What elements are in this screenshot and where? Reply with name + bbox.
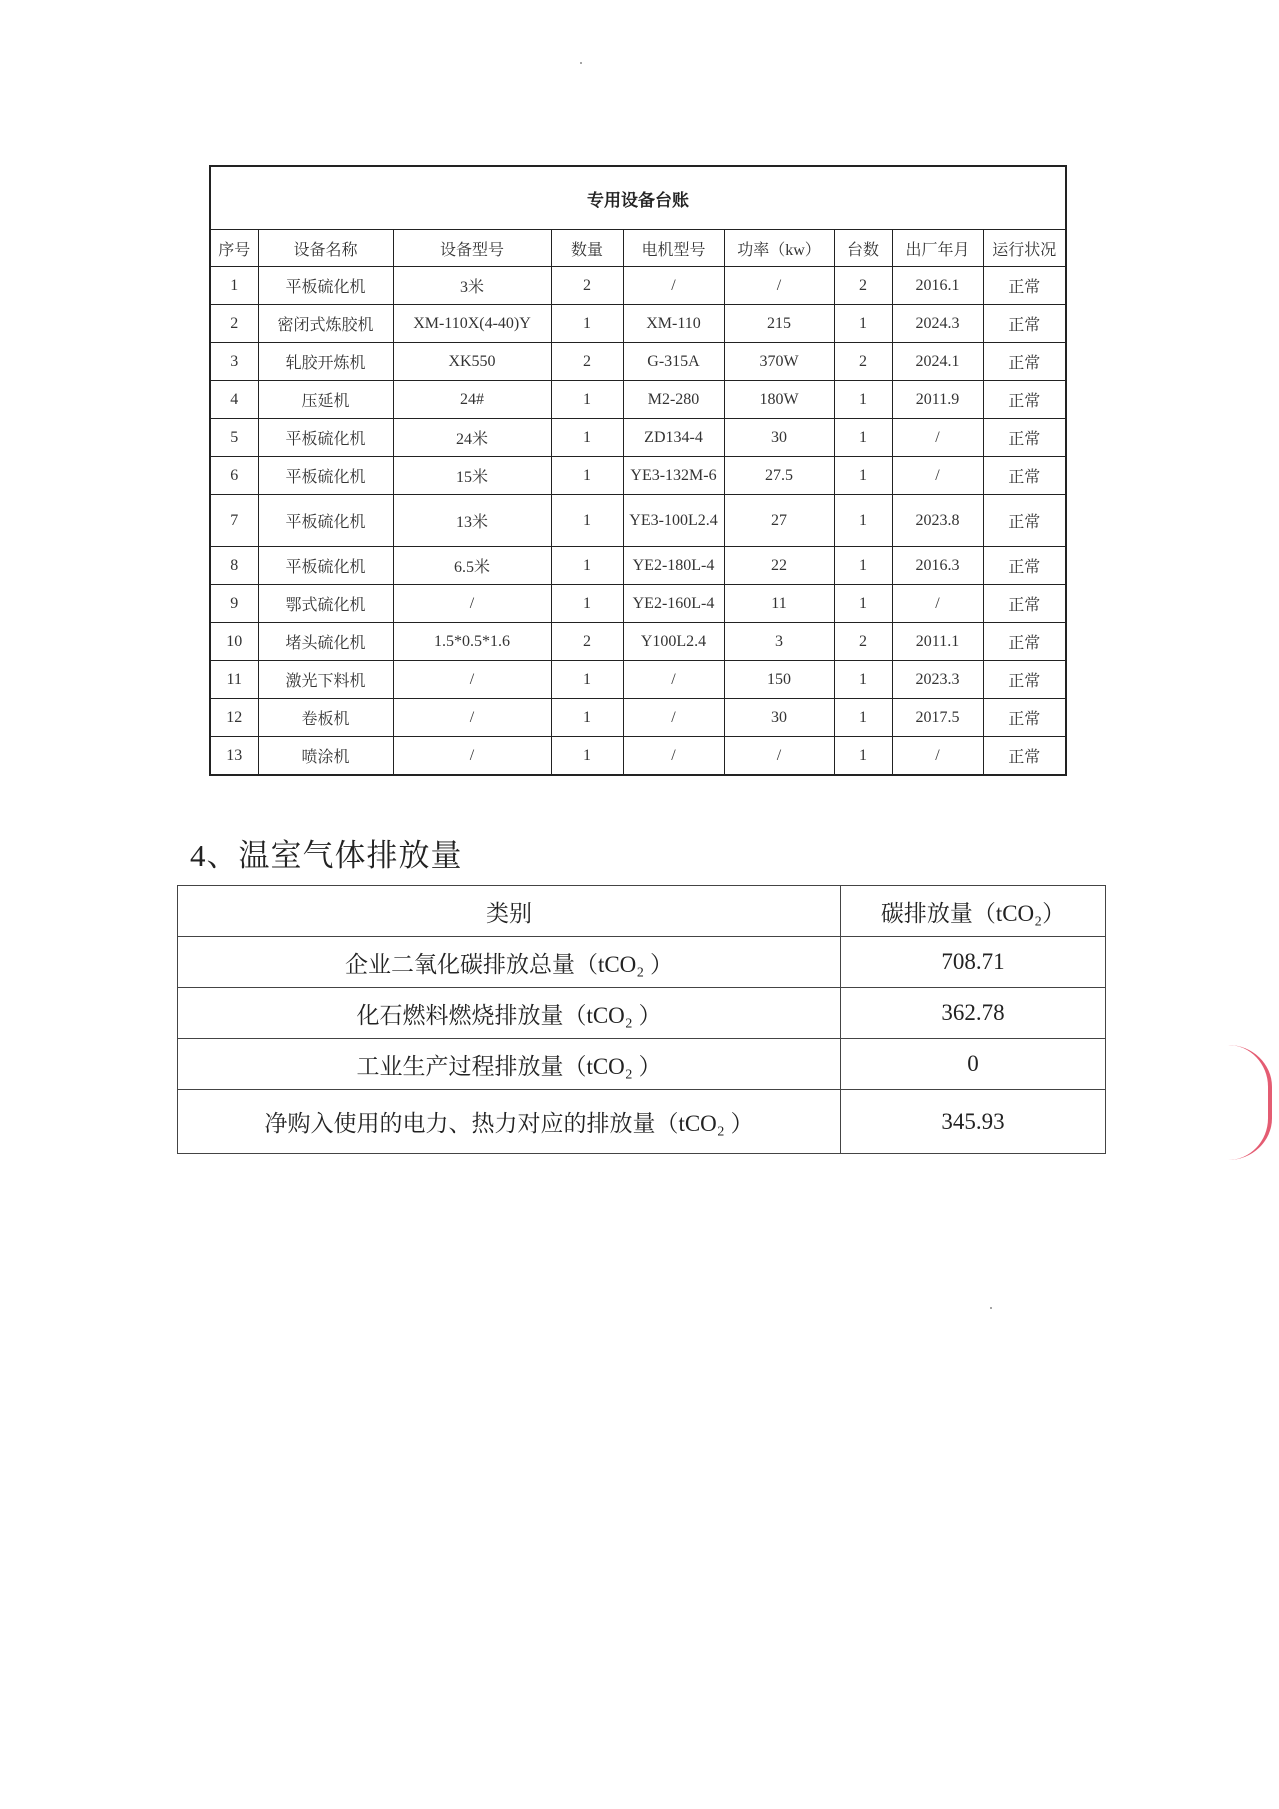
- table-cell: 1: [551, 381, 623, 419]
- emission-category: 净购入使用的电力、热力对应的排放量（tCO₂ ）: [178, 1090, 841, 1154]
- table-row: [210, 623, 1066, 661]
- table-cell: 2: [551, 623, 623, 661]
- emission-category: 企业二氧化碳排放总量（tCO₂ ）: [178, 937, 841, 988]
- header-emission: 碳排放量（tCO₂）: [841, 886, 1106, 937]
- table-row: [210, 305, 1066, 343]
- table-cell: YE3-100L2.4: [623, 495, 724, 547]
- table-cell: 1: [834, 737, 892, 776]
- table-cell: 正常: [983, 343, 1066, 381]
- table-cell: 2024.1: [892, 343, 983, 381]
- table-cell: 正常: [983, 623, 1066, 661]
- table-cell: G-315A: [623, 343, 724, 381]
- table-cell: 2023.3: [892, 661, 983, 699]
- table-cell: /: [623, 737, 724, 776]
- table-cell: 1: [551, 547, 623, 585]
- column-header: 出厂年月: [892, 230, 983, 267]
- table-row: [210, 495, 1066, 547]
- table-cell: 12: [210, 699, 258, 737]
- table-cell: 平板硫化机: [258, 457, 393, 495]
- table-cell: 2023.8: [892, 495, 983, 547]
- table-row: [210, 737, 1066, 776]
- table-row: [210, 661, 1066, 699]
- table-cell: 2016.1: [892, 267, 983, 305]
- table-cell: 22: [724, 547, 834, 585]
- table-cell: 7: [210, 495, 258, 547]
- table-cell: 1: [834, 381, 892, 419]
- table-cell: 平板硫化机: [258, 495, 393, 547]
- table-cell: /: [892, 457, 983, 495]
- table-cell: /: [892, 419, 983, 457]
- table-cell: 轧胶开炼机: [258, 343, 393, 381]
- table-cell: 1: [834, 661, 892, 699]
- table-cell: 正常: [983, 585, 1066, 623]
- table-cell: 1: [834, 699, 892, 737]
- table-cell: 压延机: [258, 381, 393, 419]
- table-cell: /: [393, 661, 551, 699]
- table-cell: 1: [551, 305, 623, 343]
- table-cell: 2: [551, 267, 623, 305]
- table-cell: 370W: [724, 343, 834, 381]
- emission-value: 0: [841, 1039, 1106, 1090]
- table-row: [178, 1090, 1106, 1154]
- table-cell: 密闭式炼胶机: [258, 305, 393, 343]
- table-cell: 2016.3: [892, 547, 983, 585]
- table-cell: 正常: [983, 457, 1066, 495]
- table-cell: 2: [210, 305, 258, 343]
- table-cell: M2-280: [623, 381, 724, 419]
- table-row: [210, 381, 1066, 419]
- table-cell: ZD134-4: [623, 419, 724, 457]
- table-cell: XK550: [393, 343, 551, 381]
- table-cell: 1: [551, 737, 623, 776]
- table-cell: /: [724, 267, 834, 305]
- ghg-emission-table: [177, 885, 1106, 1154]
- table-row: [210, 547, 1066, 585]
- table-cell: 正常: [983, 661, 1066, 699]
- table-cell: 正常: [983, 419, 1066, 457]
- table-cell: 平板硫化机: [258, 547, 393, 585]
- table-cell: 2017.5: [892, 699, 983, 737]
- table-cell: 1: [551, 419, 623, 457]
- table-cell: 30: [724, 699, 834, 737]
- table-cell: 正常: [983, 699, 1066, 737]
- table-cell: 正常: [983, 381, 1066, 419]
- table-cell: 1: [210, 267, 258, 305]
- table-header-row: [210, 230, 1066, 267]
- table-cell: 11: [724, 585, 834, 623]
- table-cell: /: [623, 267, 724, 305]
- table-cell: 平板硫化机: [258, 419, 393, 457]
- table-cell: 2: [551, 343, 623, 381]
- red-seal-stamp-edge: [1228, 1045, 1272, 1160]
- table-cell: XM-110X(4-40)Y: [393, 305, 551, 343]
- table-cell: /: [393, 585, 551, 623]
- table-row: [178, 937, 1106, 988]
- table-cell: 激光下料机: [258, 661, 393, 699]
- section-heading: 4、温室气体排放量: [190, 838, 463, 873]
- table-cell: 13米: [393, 495, 551, 547]
- table-cell: 180W: [724, 381, 834, 419]
- column-header: 设备名称: [258, 230, 393, 267]
- table-cell: /: [623, 699, 724, 737]
- scan-speck: [990, 1307, 992, 1309]
- table-cell: 正常: [983, 547, 1066, 585]
- table-cell: 3: [210, 343, 258, 381]
- table-cell: 27.5: [724, 457, 834, 495]
- table-cell: 6: [210, 457, 258, 495]
- table-cell: 13: [210, 737, 258, 776]
- table-cell: 5: [210, 419, 258, 457]
- table-row: [210, 699, 1066, 737]
- table-cell: 150: [724, 661, 834, 699]
- table-cell: YE3-132M-6: [623, 457, 724, 495]
- table-cell: 1: [834, 419, 892, 457]
- table-cell: 2: [834, 623, 892, 661]
- table-cell: 9: [210, 585, 258, 623]
- table-cell: 3米: [393, 267, 551, 305]
- table-cell: 27: [724, 495, 834, 547]
- table-cell: 1: [834, 585, 892, 623]
- table-cell: 鄂式硫化机: [258, 585, 393, 623]
- table-cell: /: [623, 661, 724, 699]
- column-header: 台数: [834, 230, 892, 267]
- table-row: [210, 585, 1066, 623]
- table-cell: 15米: [393, 457, 551, 495]
- table-cell: 正常: [983, 737, 1066, 776]
- table-cell: 卷板机: [258, 699, 393, 737]
- table-cell: XM-110: [623, 305, 724, 343]
- table-cell: 30: [724, 419, 834, 457]
- table-cell: 1: [551, 661, 623, 699]
- table-row: [210, 267, 1066, 305]
- emission-value: 708.71: [841, 937, 1106, 988]
- table-cell: 3: [724, 623, 834, 661]
- column-header: 功率（kw）: [724, 230, 834, 267]
- equipment-ledger-table: [209, 165, 1067, 776]
- header-category: 类别: [178, 886, 841, 937]
- table-cell: 2011.9: [892, 381, 983, 419]
- table-cell: YE2-180L-4: [623, 547, 724, 585]
- column-header: 运行状况: [983, 230, 1066, 267]
- table-cell: YE2-160L-4: [623, 585, 724, 623]
- emission-value: 345.93: [841, 1090, 1106, 1154]
- table-cell: 平板硫化机: [258, 267, 393, 305]
- column-header: 设备型号: [393, 230, 551, 267]
- table-cell: 6.5米: [393, 547, 551, 585]
- table-row: [210, 343, 1066, 381]
- table-cell: 2011.1: [892, 623, 983, 661]
- table-cell: 正常: [983, 267, 1066, 305]
- table-cell: 1: [551, 585, 623, 623]
- table-cell: 正常: [983, 495, 1066, 547]
- table-cell: 4: [210, 381, 258, 419]
- table-cell: 2024.3: [892, 305, 983, 343]
- table-cell: /: [892, 585, 983, 623]
- emission-category: 化石燃料燃烧排放量（tCO₂ ）: [178, 988, 841, 1039]
- emission-value: 362.78: [841, 988, 1106, 1039]
- table-cell: 8: [210, 547, 258, 585]
- table-cell: 10: [210, 623, 258, 661]
- table-row: [210, 457, 1066, 495]
- table-cell: 11: [210, 661, 258, 699]
- scan-speck: [580, 62, 582, 64]
- table-cell: 1: [834, 457, 892, 495]
- table-cell: 1: [834, 495, 892, 547]
- column-header: 数量: [551, 230, 623, 267]
- table-cell: 1: [551, 495, 623, 547]
- table-cell: Y100L2.4: [623, 623, 724, 661]
- table-row: [210, 419, 1066, 457]
- table-cell: 正常: [983, 305, 1066, 343]
- table-cell: 2: [834, 343, 892, 381]
- table-row: [178, 1039, 1106, 1090]
- table-cell: 2: [834, 267, 892, 305]
- column-header: 电机型号: [623, 230, 724, 267]
- table-title: 专用设备台账: [210, 166, 1066, 230]
- table-row: [178, 988, 1106, 1039]
- table-cell: /: [892, 737, 983, 776]
- table-cell: 215: [724, 305, 834, 343]
- table-cell: 24米: [393, 419, 551, 457]
- table-cell: 1: [551, 457, 623, 495]
- emission-category: 工业生产过程排放量（tCO₂ ）: [178, 1039, 841, 1090]
- table-cell: 1: [551, 699, 623, 737]
- table-cell: 1: [834, 547, 892, 585]
- table-cell: /: [393, 699, 551, 737]
- table-cell: 1: [834, 305, 892, 343]
- table-cell: 24#: [393, 381, 551, 419]
- table-cell: 1.5*0.5*1.6: [393, 623, 551, 661]
- table-cell: 堵头硫化机: [258, 623, 393, 661]
- column-header: 序号: [210, 230, 258, 267]
- table-cell: /: [724, 737, 834, 776]
- table-cell: /: [393, 737, 551, 776]
- table-cell: 喷涂机: [258, 737, 393, 776]
